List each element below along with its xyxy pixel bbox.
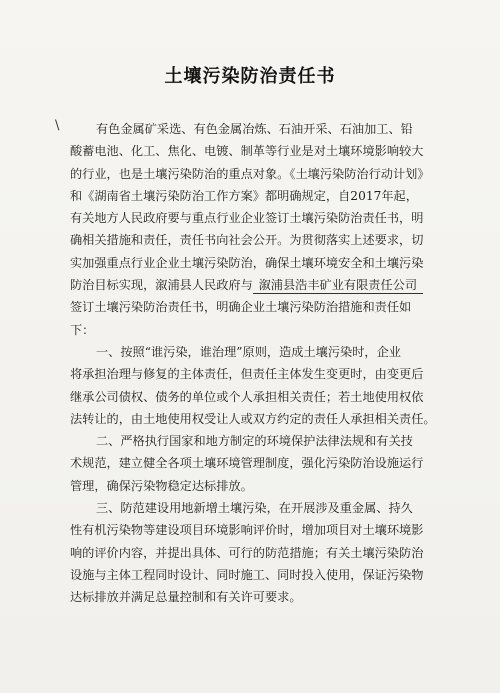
paragraph-4-line-5: 达标排放并满足总量控制和有关许可要求。 bbox=[70, 590, 302, 605]
document-body bbox=[70, 118, 458, 609]
company-name-field: 溆浦县浩丰矿业有限责任公司 bbox=[253, 278, 423, 294]
paragraph-1-line-9: 签订土壤污染防治责任书，明确企业土壤污染防治措施和责任如 bbox=[70, 300, 412, 315]
paragraph-1-line-3: 的行业，也是土壤污染防治的重点对象。《土壤污染防治行动计划》 bbox=[70, 166, 430, 181]
paragraph-1-line-6: 确相关措施和责任，责任书向社会公开。为贯彻落实上述要求，切 bbox=[70, 233, 424, 248]
paragraph-4-line-3: 响的评价内容，并提出具体、可行的防范措施；有关土壤污染防治 bbox=[70, 545, 424, 560]
paragraph-1-line-5: 有关地方人民政府要与重点行业企业签订土壤污染防治责任书，明 bbox=[70, 211, 424, 226]
paragraph-1-line-10: 下： bbox=[70, 322, 95, 337]
paragraph-4-line-1: 三、防范建设用地新增土壤污染，在开展涉及重金属、持久 bbox=[96, 501, 413, 516]
paragraph-1-line-1: 有色金属矿采选、有色金属冶炼、石油开采、石油加工、铅 bbox=[96, 122, 413, 136]
paragraph-2-line-2: 将承担治理与修复的主体责任，但责任主体发生变更时，由变更后 bbox=[70, 367, 424, 382]
paragraph-1-line-8-text: 防治目标实现，溆浦县人民政府与 bbox=[70, 278, 253, 293]
paragraph-3-line-1: 二、严格执行国家和地方制定的环境保护法律法规和有关技 bbox=[96, 434, 413, 449]
paragraph-4-line-4: 设施与主体工程同时设计、同时施工、同时投入使用，保证污染物 bbox=[70, 567, 424, 582]
paragraph-2-line-3: 继承公司债权、债务的单位或个人承担相关责任；若土地使用权依 bbox=[70, 389, 424, 404]
margin-mark: \ bbox=[55, 118, 60, 133]
paragraph-2-line-4: 法转让的，由土地使用权受让人或双方约定的责任人承担相关责任。 bbox=[70, 411, 436, 426]
paragraph-4-line-2: 性有机污染物等建设项目环境影响评价时，增加项目对土壤环境影 bbox=[70, 523, 424, 538]
paragraph-3-line-3: 管理，确保污染物稳定达标排放。 bbox=[70, 478, 253, 493]
paragraph-1-line-2: 酸蓄电池、化工、焦化、电镀、制革等行业是对土壤环境影响较大 bbox=[70, 144, 424, 159]
document-title: 土壤污染防治责任书 bbox=[164, 66, 336, 87]
paragraph-3-line-2: 术规范，建立健全各项土壤环境管理制度，强化污染防治设施运行 bbox=[70, 456, 424, 471]
paragraph-1-line-8 bbox=[70, 274, 458, 296]
paragraph-1-line-7: 实加强重点行业企业土壤污染防治，确保土壤环境安全和土壤污染 bbox=[70, 255, 424, 270]
paragraph-2-line-1: 一、按照“谁污染，谁治理”原则，造成土壤污染时，企业 bbox=[96, 344, 401, 359]
paragraph-1-line-4: 和《湖南省土壤污染防治工作方案》都明确规定，自2017年起， bbox=[70, 188, 418, 203]
